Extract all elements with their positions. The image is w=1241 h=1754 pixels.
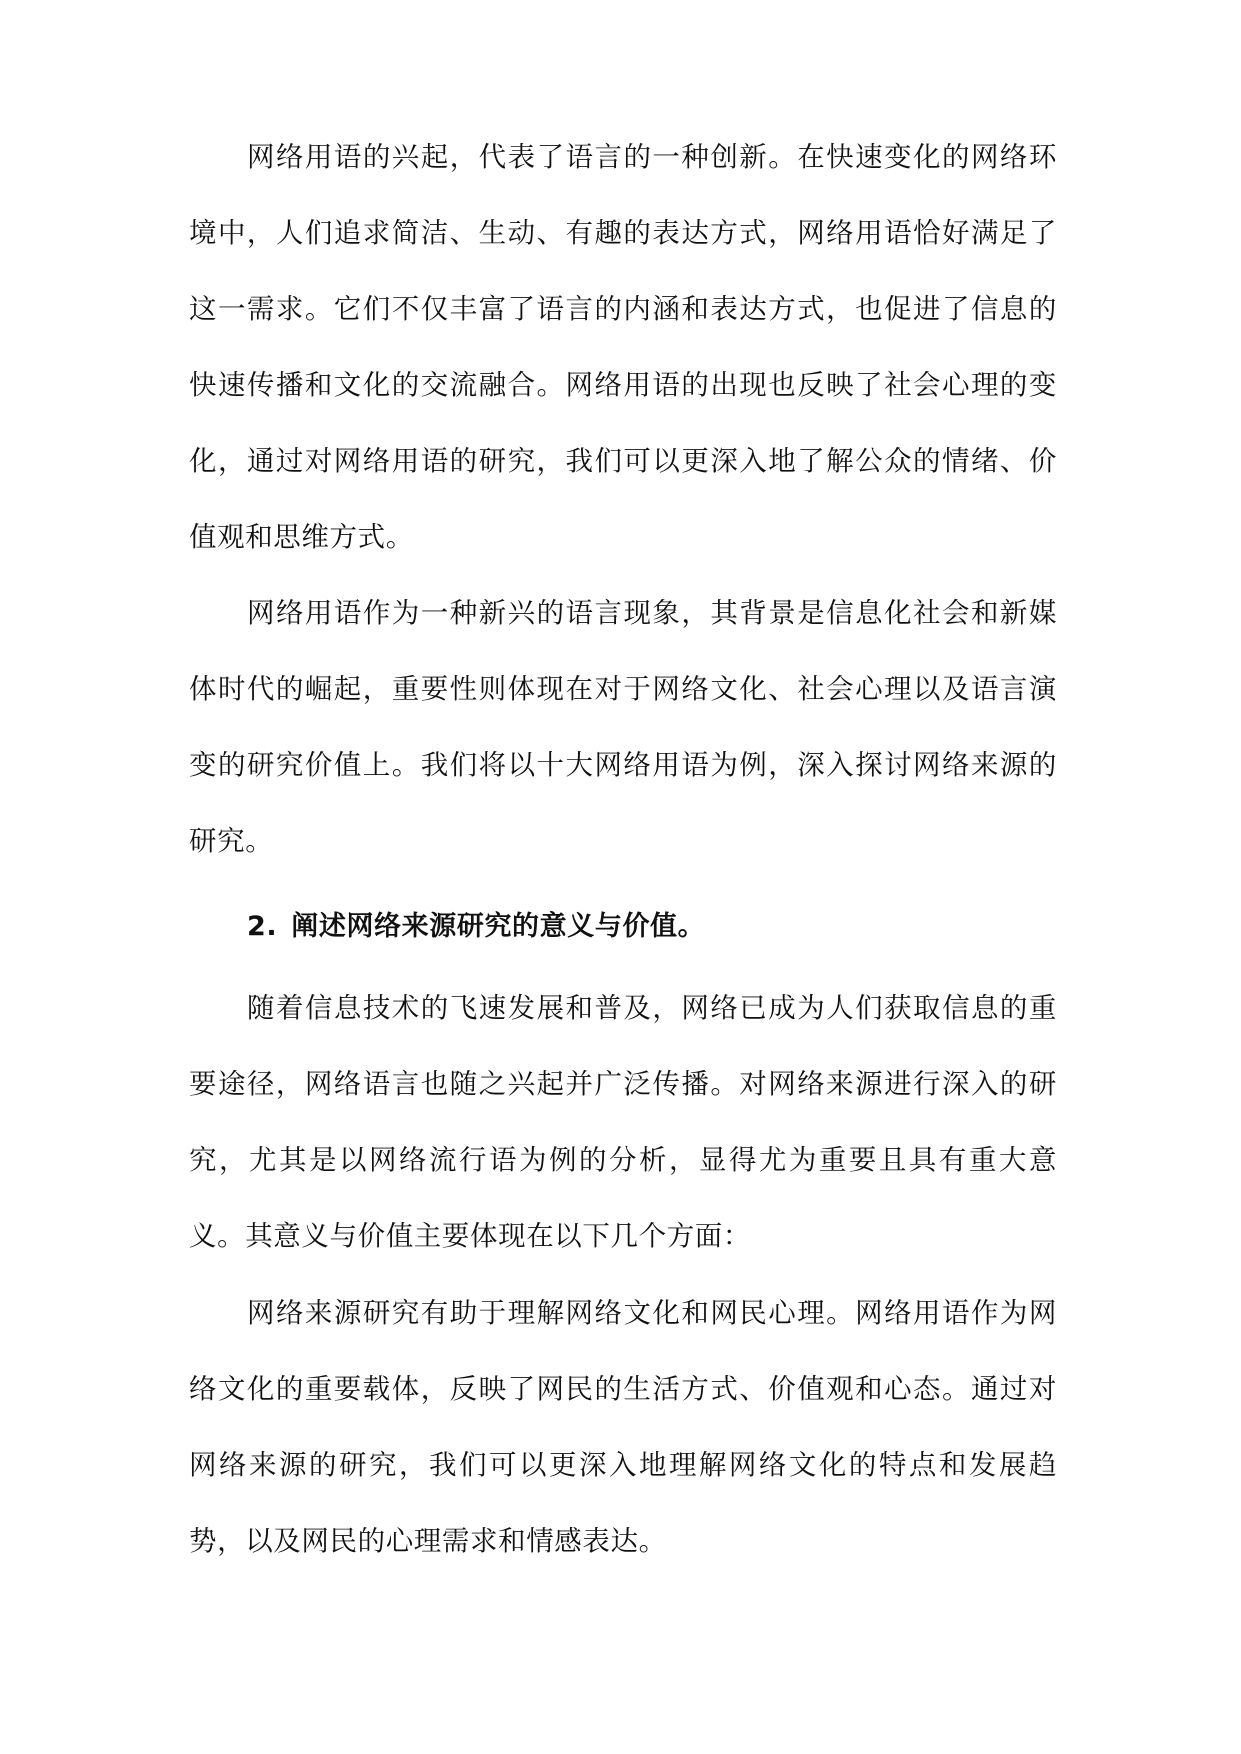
paragraph-network-language-rise: 网络用语的兴起，代表了语言的一种创新。在快速变化的网络环境中，人们追求简洁、生动、有趣的表达方式，网络用语恰好满足了这一需求。它们不仅丰富了语言的内涵和表达方式，也促进了信息的快速传播和文化的交流融合。网络用语的出现也反映了社会心理的变化，通过对网络用语的研究，我们可以更深入地了解公众的情绪、价值观和思维方式。 xyxy=(189,141,1057,553)
paragraph-network-language-background: 网络用语作为一种新兴的语言现象，其背景是信息化社会和新媒体时代的崛起，重要性则体现在对于网络文化、社会心理以及语言演变的研究价值上。我们将以十大网络用语为例，深入探讨网络来源的研究。 xyxy=(189,597,1057,857)
paragraph-culture-and-psychology: 网络来源研究有助于理解网络文化和网民心理。网络用语作为网络文化的重要载体，反映了网民的生活方式、价值观和心态。通过对网络来源的研究，我们可以更深入地理解网络文化的特点和发展趋势，以及网民的心理需求和情感表达。 xyxy=(189,1297,1057,1557)
paragraph-research-significance: 随着信息技术的飞速发展和普及，网络已成为人们获取信息的重要途径，网络语言也随之兴起并广泛传播。对网络来源进行深入的研究，尤其是以网络流行语为例的分析，显得尤为重要且具有重大意义。其意义与价值主要体现在以下几个方面： xyxy=(189,992,1057,1252)
section-heading xyxy=(247,889,1057,965)
section-title: 阐述网络来源研究的意义与价值。 xyxy=(291,911,706,942)
section-number: 2. xyxy=(247,911,278,942)
